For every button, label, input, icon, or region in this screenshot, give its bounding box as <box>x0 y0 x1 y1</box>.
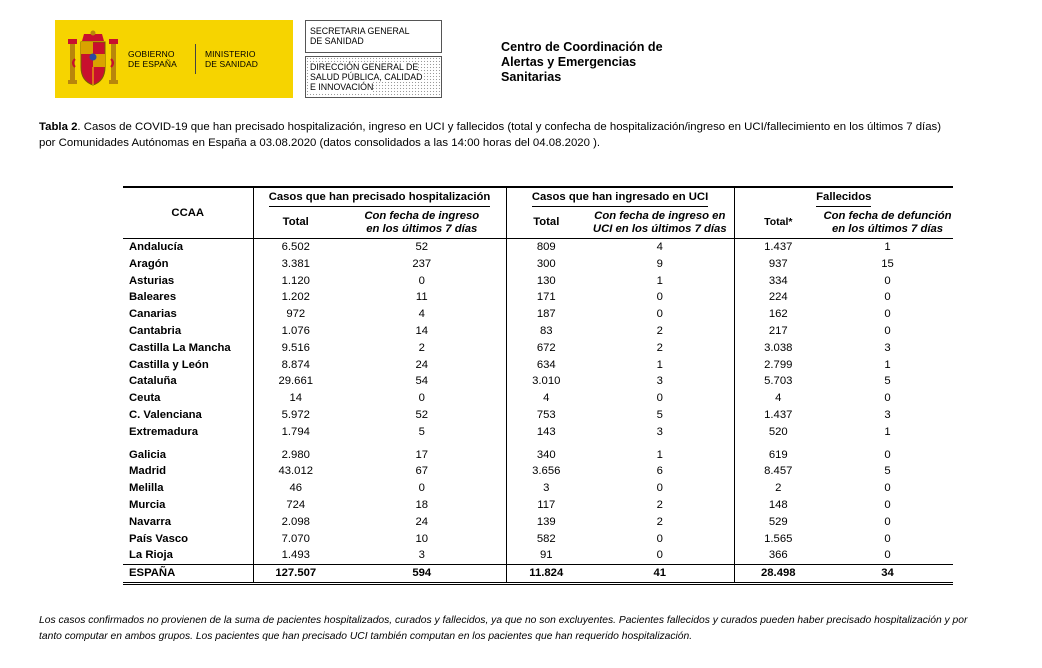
table-caption <box>39 119 1029 151</box>
table-row <box>123 480 953 497</box>
value-cell: 0 <box>656 291 663 304</box>
value-cell: 24 <box>415 515 429 528</box>
value-cell: 14 <box>253 390 338 407</box>
value-cell: 972 <box>253 306 338 323</box>
ccaa-name-cell: Aragón <box>129 257 169 270</box>
value-cell: 28.498 <box>734 565 822 584</box>
ccaa-name-cell: Ceuta <box>129 392 161 405</box>
value-cell: 52 <box>415 408 429 421</box>
value-cell: 0 <box>884 274 891 287</box>
value-cell: 753 <box>506 407 586 424</box>
value-cell: 3 <box>884 341 891 354</box>
value-cell: 10 <box>415 532 429 545</box>
value-cell: 300 <box>506 256 586 273</box>
value-cell: 3 <box>884 408 891 421</box>
table-row <box>123 273 953 290</box>
value-cell: 0 <box>884 549 891 562</box>
value-cell: 5 <box>884 465 891 478</box>
value-cell: 6 <box>656 465 663 478</box>
value-cell: 0 <box>418 274 425 287</box>
ministerio-de-sanidad-text: MINISTERIO DE SANIDAD <box>205 49 258 69</box>
value-cell: 237 <box>412 257 432 270</box>
value-cell: 809 <box>506 239 586 256</box>
value-cell: 619 <box>734 447 822 464</box>
value-cell: 0 <box>418 392 425 405</box>
fall-total-header: Total* <box>734 207 822 239</box>
value-cell: 2 <box>656 515 663 528</box>
gobierno-logo <box>55 20 293 98</box>
table-row <box>123 289 953 306</box>
value-cell: 1.565 <box>734 531 822 548</box>
value-cell: 46 <box>253 480 338 497</box>
value-cell: 8.874 <box>253 357 338 374</box>
total-row <box>123 565 953 584</box>
caption-label: Tabla 2 <box>39 121 78 133</box>
value-cell: 0 <box>656 482 663 495</box>
ccaa-name-cell: Castilla y León <box>129 358 209 371</box>
centro-coordinacion-title: Centro de Coordinación de Alertas y Emergencias Sanitarias <box>501 40 663 84</box>
value-cell: 2.980 <box>253 447 338 464</box>
value-cell: 2 <box>656 498 663 511</box>
ccaa-name-cell: País Vasco <box>129 532 189 545</box>
table-row <box>123 357 953 374</box>
value-cell: 582 <box>506 531 586 548</box>
value-cell: 672 <box>506 340 586 357</box>
table-row <box>123 424 953 441</box>
value-cell: 5 <box>884 375 891 388</box>
value-cell: 7.070 <box>253 531 338 548</box>
group-fallecidos-header: Fallecidos <box>734 187 953 207</box>
table-row <box>123 390 953 407</box>
value-cell: 1.076 <box>253 323 338 340</box>
value-cell: 162 <box>734 306 822 323</box>
value-cell: 340 <box>506 447 586 464</box>
ccaa-name-cell: Extremadura <box>129 425 199 438</box>
value-cell: 139 <box>506 514 586 531</box>
value-cell: 187 <box>506 306 586 323</box>
hosp-recent-header: Con fecha de ingreso en los últimos 7 días <box>338 207 506 239</box>
value-cell: 0 <box>884 291 891 304</box>
ccaa-name-cell: C. Valenciana <box>129 408 202 421</box>
ccaa-name-cell: ESPAÑA <box>123 565 253 584</box>
table-row <box>123 463 953 480</box>
value-cell: 18 <box>415 498 429 511</box>
value-cell: 52 <box>415 241 429 253</box>
table-row <box>123 239 953 256</box>
value-cell: 1 <box>884 358 891 371</box>
value-cell: 15 <box>881 257 894 270</box>
value-cell: 8.457 <box>734 463 822 480</box>
value-cell: 0 <box>656 549 663 562</box>
value-cell: 117 <box>506 497 586 514</box>
value-cell: 2.799 <box>734 357 822 374</box>
value-cell: 1.437 <box>734 239 822 256</box>
value-cell: 3 <box>656 375 663 388</box>
ccaa-name-cell: Navarra <box>129 515 172 528</box>
value-cell: 1 <box>884 425 891 438</box>
value-cell: 0 <box>884 532 891 545</box>
value-cell: 634 <box>506 357 586 374</box>
value-cell: 4 <box>418 308 425 321</box>
group-hospitalizacion-header: Casos que han precisado hospitalización <box>253 187 506 207</box>
value-cell: 1 <box>656 358 663 371</box>
value-cell: 366 <box>734 547 822 564</box>
ccaa-name-cell: Galicia <box>129 448 167 461</box>
table-row <box>123 407 953 424</box>
value-cell: 1.202 <box>253 289 338 306</box>
group-uci-header: Casos que han ingresado en UCI <box>506 187 734 207</box>
value-cell: 2 <box>734 480 822 497</box>
value-cell: 1 <box>884 241 891 253</box>
value-cell: 0 <box>884 482 891 495</box>
ccaa-name-cell: Madrid <box>129 465 167 478</box>
value-cell: 41 <box>586 565 734 584</box>
value-cell: 0 <box>884 515 891 528</box>
ccaa-header: CCAA <box>123 187 253 239</box>
value-cell: 520 <box>734 424 822 441</box>
ccaa-name-cell: Baleares <box>129 291 177 304</box>
value-cell: 127.507 <box>253 565 338 584</box>
value-cell: 224 <box>734 289 822 306</box>
table-row <box>123 256 953 273</box>
value-cell: 3 <box>656 425 663 438</box>
value-cell: 3 <box>506 480 586 497</box>
footnote: Los casos confirmados no provienen de la suma de pacientes hospitalizados, curados y fallecidos, ya que no son excluyentes. Pacientes fallecidos y curados pueden haber precisado hospitalización y por tanto computar en ambos grupos. Los pacientes que han precisado UCI también computan en los pacientes que han requerido hospitalización. <box>39 615 968 642</box>
table-row <box>123 547 953 564</box>
table-row <box>123 514 953 531</box>
ccaa-name-cell: Cataluña <box>129 375 177 388</box>
value-cell: 0 <box>656 308 663 321</box>
value-cell: 9.516 <box>253 340 338 357</box>
ccaa-name-cell: Castilla La Mancha <box>129 341 231 354</box>
value-cell: 1 <box>656 448 663 461</box>
ccaa-name-cell: Asturias <box>129 274 175 287</box>
value-cell: 148 <box>734 497 822 514</box>
fall-recent-header: Con fecha de defunción en los últimos 7 días <box>822 207 953 239</box>
direccion-box: DIRECCIÓN GENERAL DE SALUD PÚBLICA, CALIDAD E INNOVACIÓN <box>305 56 442 98</box>
value-cell: 171 <box>506 289 586 306</box>
value-cell: 14 <box>415 324 429 337</box>
value-cell: 130 <box>506 273 586 290</box>
value-cell: 91 <box>506 547 586 564</box>
ccaa-name-cell: Murcia <box>129 498 166 511</box>
caption-line-2: por Comunidades Autónomas en España a 03.08.2020 (datos consolidados a las 14:00 horas del 04.08.2020 ). <box>39 137 601 149</box>
value-cell: 24 <box>415 358 429 371</box>
value-cell: 4 <box>506 390 586 407</box>
value-cell: 9 <box>656 257 663 270</box>
value-cell: 0 <box>884 308 891 321</box>
value-cell: 67 <box>415 465 429 478</box>
table-row <box>123 373 953 390</box>
ccaa-name-cell: La Rioja <box>129 549 173 562</box>
covid-ccaa-table <box>123 186 953 585</box>
table-row <box>123 531 953 548</box>
value-cell: 5 <box>418 425 425 438</box>
value-cell: 5.703 <box>734 373 822 390</box>
table-row <box>123 340 953 357</box>
gobierno-de-espana-text: GOBIERNO DE ESPAÑA <box>128 49 177 69</box>
value-cell: 594 <box>338 565 506 584</box>
coat-of-arms-icon <box>67 29 119 91</box>
value-cell: 0 <box>884 392 891 405</box>
value-cell: 0 <box>656 392 663 405</box>
value-cell: 1 <box>656 274 663 287</box>
value-cell: 5.972 <box>253 407 338 424</box>
value-cell: 11.824 <box>506 565 586 584</box>
value-cell: 3.381 <box>253 256 338 273</box>
value-cell: 724 <box>253 497 338 514</box>
ccaa-name-cell: Canarias <box>129 308 177 321</box>
value-cell: 0 <box>418 482 425 495</box>
value-cell: 5 <box>656 408 663 421</box>
value-cell: 217 <box>734 323 822 340</box>
value-cell: 334 <box>734 273 822 290</box>
uci-total-header: Total <box>506 207 586 239</box>
value-cell: 2 <box>656 324 663 337</box>
value-cell: 1.437 <box>734 407 822 424</box>
value-cell: 0 <box>884 448 891 461</box>
value-cell: 17 <box>415 448 429 461</box>
value-cell: 2 <box>656 341 663 354</box>
value-cell: 3 <box>418 549 425 562</box>
value-cell: 529 <box>734 514 822 531</box>
hosp-total-header: Total <box>253 207 338 239</box>
value-cell: 6.502 <box>253 239 338 256</box>
value-cell: 1.794 <box>253 424 338 441</box>
caption-text: . Casos de COVID-19 que han precisado hospitalización, ingreso en UCI y fallecidos (total y confecha de hospitalización/ingreso en UCI/fallecimiento en los últimos 7 días) <box>77 121 942 133</box>
value-cell: 3.038 <box>734 340 822 357</box>
value-cell: 3.656 <box>506 463 586 480</box>
ccaa-name-cell: Cantabria <box>129 324 182 337</box>
value-cell: 34 <box>822 565 953 584</box>
value-cell: 11 <box>415 291 428 304</box>
value-cell: 3.010 <box>506 373 586 390</box>
ccaa-name-cell: Melilla <box>129 482 164 495</box>
value-cell: 2 <box>418 341 425 354</box>
value-cell: 1.120 <box>253 273 338 290</box>
value-cell: 937 <box>734 256 822 273</box>
value-cell: 2.098 <box>253 514 338 531</box>
value-cell: 43.012 <box>253 463 338 480</box>
ccaa-name-cell: Andalucía <box>129 241 183 253</box>
table-row <box>123 447 953 464</box>
table-row <box>123 323 953 340</box>
value-cell: 0 <box>884 498 891 511</box>
uci-recent-header: Con fecha de ingreso en UCI en los últimos 7 días <box>586 207 734 239</box>
value-cell: 1.493 <box>253 547 338 564</box>
value-cell: 83 <box>506 323 586 340</box>
logo-divider <box>195 44 196 74</box>
value-cell: 143 <box>506 424 586 441</box>
value-cell: 29.661 <box>253 373 338 390</box>
secretaria-box: SECRETARIA GENERAL DE SANIDAD <box>305 20 442 53</box>
department-boxes <box>305 20 444 98</box>
value-cell: 4 <box>656 241 663 253</box>
table-row <box>123 306 953 323</box>
value-cell: 54 <box>415 375 429 388</box>
value-cell: 0 <box>884 324 891 337</box>
value-cell: 4 <box>734 390 822 407</box>
table-row <box>123 497 953 514</box>
value-cell: 0 <box>656 532 663 545</box>
